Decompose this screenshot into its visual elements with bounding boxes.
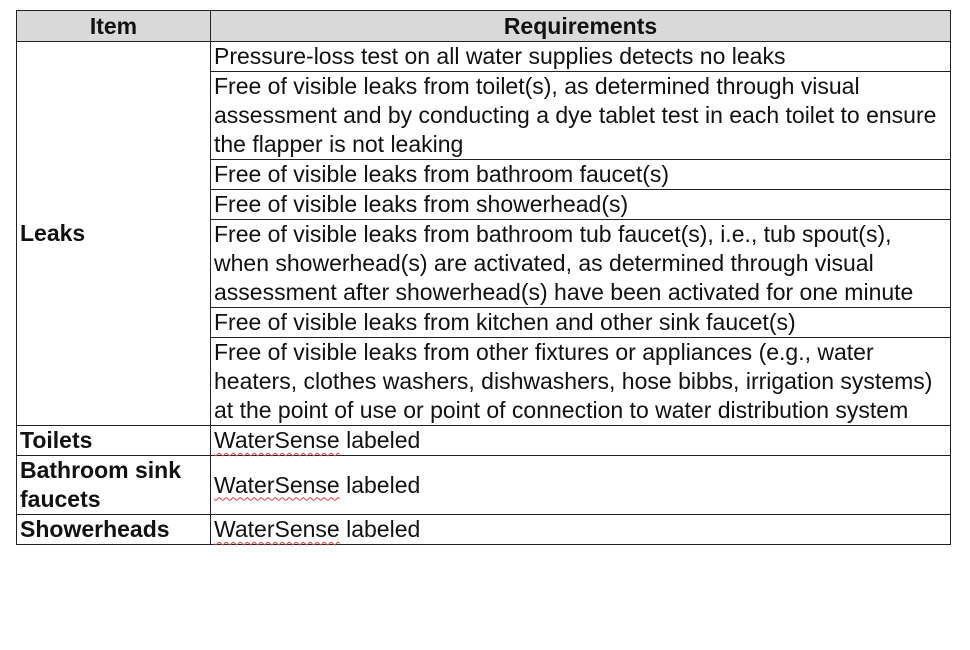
requirement-cell: Free of visible leaks from kitchen and other sink faucet(s) xyxy=(211,308,951,338)
requirement-cell: Free of visible leaks from bathroom faucet(s) xyxy=(211,160,951,190)
requirement-cell: Free of visible leaks from toilet(s), as determined through visual assessment and by conducting a dye tablet test in each toilet to ensure the flapper is not leaking xyxy=(211,72,951,160)
labeled-text: labeled xyxy=(339,471,421,498)
watersense-brand: WaterSense xyxy=(214,471,340,498)
requirement-cell: Free of visible leaks from showerhead(s) xyxy=(211,190,951,220)
header-row xyxy=(17,11,951,42)
table-row xyxy=(17,515,951,545)
watersense-brand: WaterSense xyxy=(214,516,340,542)
table-row xyxy=(17,456,951,515)
header-requirements: Requirements xyxy=(211,11,951,42)
item-showerheads: Showerheads xyxy=(17,515,211,545)
requirement-cell: Free of visible leaks from other fixtures or appliances (e.g., water heaters, clothes washers, dishwashers, hose bibbs, irrigation systems) at the point of use or point of connection to water distribution system xyxy=(211,338,951,426)
requirement-cell xyxy=(211,456,951,515)
labeled-text: labeled xyxy=(339,427,421,453)
requirements-table xyxy=(16,10,951,545)
item-leaks: Leaks xyxy=(17,42,211,426)
requirement-cell xyxy=(211,426,951,456)
item-toilets: Toilets xyxy=(17,426,211,456)
header-item: Item xyxy=(17,11,211,42)
table-row xyxy=(17,42,951,72)
requirement-cell: Free of visible leaks from bathroom tub faucet(s), i.e., tub spout(s), when showerhead(s) are activated, as determined through visual assessment after showerhead(s) have been activated for one minute xyxy=(211,220,951,308)
table-row xyxy=(17,426,951,456)
requirement-cell xyxy=(211,515,951,545)
item-bathroom-sink-faucets: Bathroom sink faucets xyxy=(17,456,211,515)
requirement-cell: Pressure-loss test on all water supplies detects no leaks xyxy=(211,42,951,72)
labeled-text: labeled xyxy=(339,516,421,542)
watersense-brand: WaterSense xyxy=(214,427,340,453)
